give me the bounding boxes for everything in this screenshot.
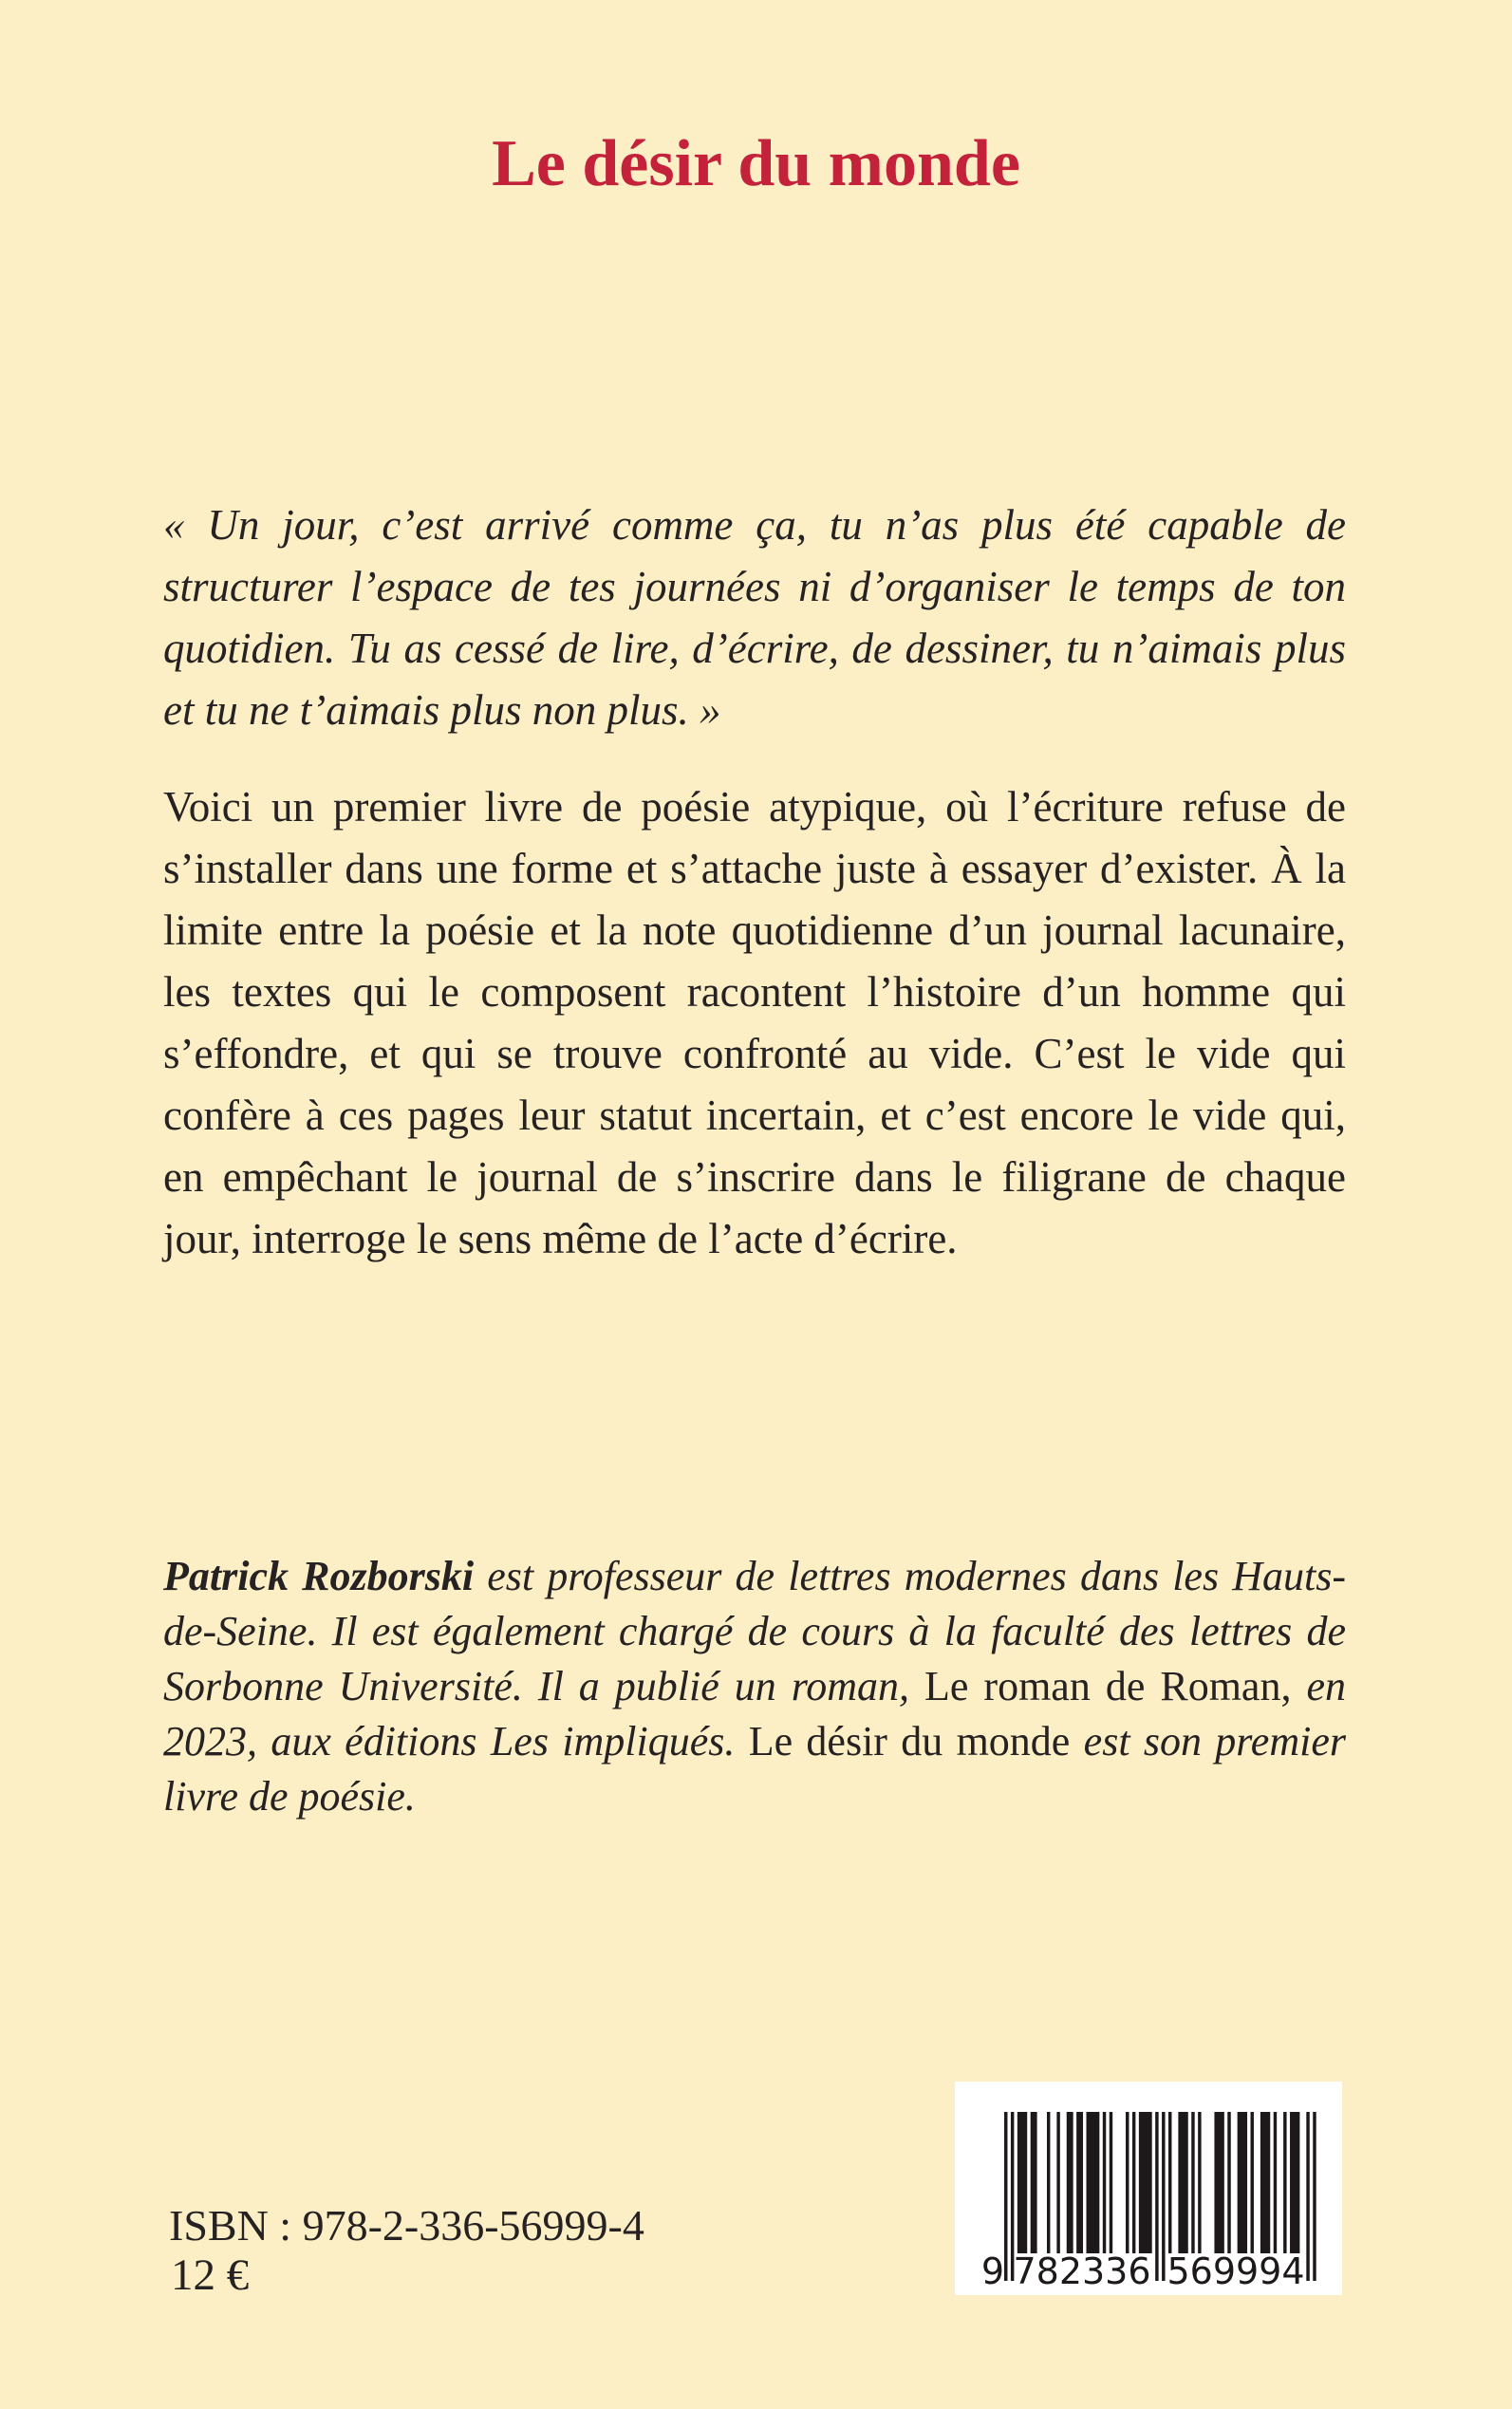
price-label: 12 €	[171, 2250, 250, 2300]
bio-text-3: est son premier livre de poésie.	[163, 1718, 1346, 1820]
quote-paragraph: « Un jour, c’est arrivé comme ça, tu n’as plus été capable de structurer l’espace de tes journées ni d’organiser le temps de ton quotidien. Tu as cessé de lire, d’écrire, de dessiner, tu n’aimais plus et tu ne t’aimais plus non plus. »	[163, 501, 1346, 734]
novel-title: Le roman de Roman,	[924, 1663, 1292, 1709]
book-title: Le désir du monde	[492, 127, 1020, 200]
isbn-number: ISBN : 978-2-336-56999-4	[169, 2201, 644, 2250]
synopsis-paragraph: Voici un premier livre de poésie atypique, où l’écriture refuse de s’installer dans une forme et s’attache juste à essayer d’exister. À la limite entre la poésie et la note quotidienne d’un journal lacunaire, les textes qui le composent racontent l’histoire d’un homme qui s’effondre, et qui se trouve confronté au vide. C’est le vide qui confère à ces pages leur statut incertain, et c’est encore le vide qui, en empêchant le journal de s’inscrire dans le filigrane de chaque jour, interroge le sens même de l’acte d’écrire.	[163, 783, 1346, 1262]
barcode-digits-right: 569994	[1167, 2250, 1305, 2292]
author-name: Patrick Rozborski	[163, 1553, 475, 1599]
bio-text-1: est professeur de lettres modernes dans les Hauts-de-Seine. Il est également chargé de cours à la faculté des lettres de Sorbonne Université. Il a publié un roman,	[163, 1553, 1347, 1709]
author-bio	[163, 1549, 1346, 1824]
barcode-digit-first: 9	[980, 2250, 1004, 2292]
book-title-mention: Le désir du monde	[748, 1718, 1071, 1765]
barcode-digits-left: 782336	[1013, 2250, 1151, 2292]
bio-text-2: en 2023, aux éditions Les impliqués.	[163, 1663, 1346, 1765]
barcode	[955, 2082, 1342, 2295]
